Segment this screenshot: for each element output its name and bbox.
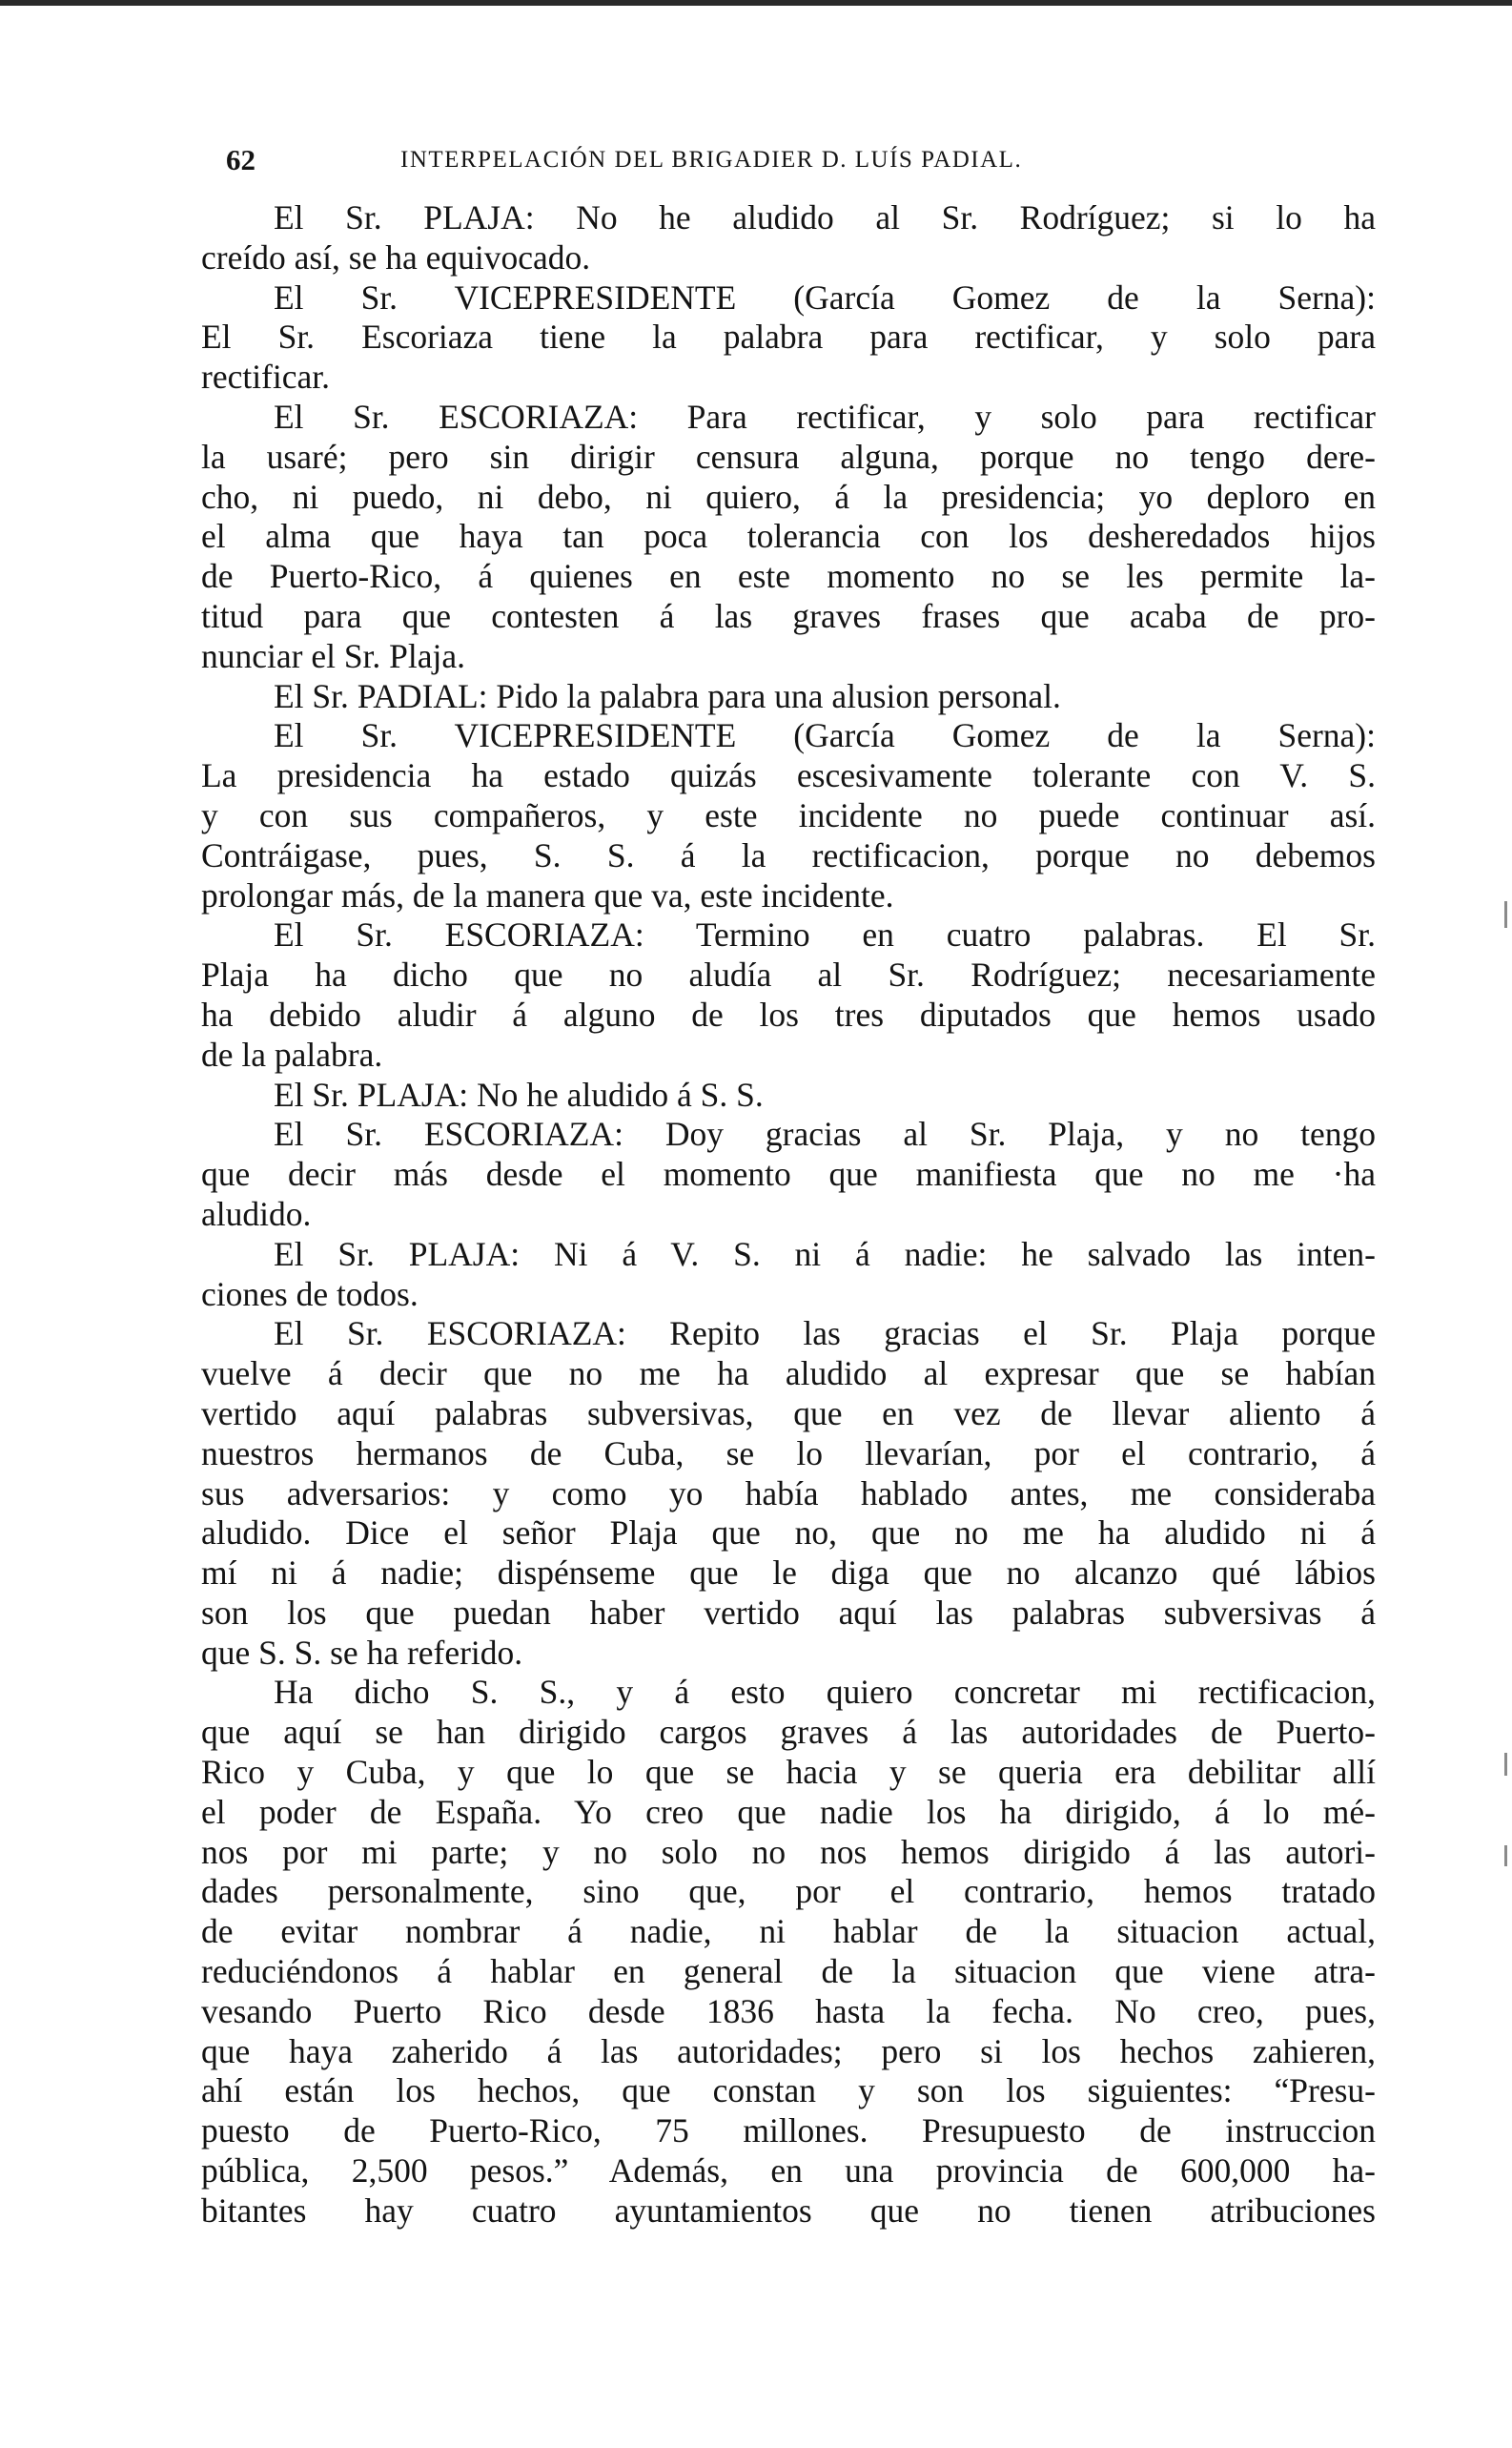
text-line: de Puerto-Rico, á quienes en este momento no se les permite la- [201, 557, 1376, 596]
text-line: pública, 2,500 pesos.” Además, en una provincia de 600,000 ha- [201, 2151, 1376, 2191]
body-text [201, 198, 1376, 2232]
text-line: cho, ni puedo, ni debo, ni quiero, á la presidencia; yo deploro en [201, 477, 1376, 516]
text-line: que aquí se han dirigido cargos graves á las autoridades de Puerto- [201, 1713, 1376, 1752]
text-line: El Sr. ESCORIAZA: Para rectificar, y solo para rectificar [274, 397, 1376, 436]
top-edge-rule [0, 0, 1512, 6]
text-line: titud para que contesten á las graves frases que acaba de pro- [201, 596, 1376, 635]
text-line: que decir más desde el momento que manifiesta que no me ·ha [201, 1155, 1376, 1194]
text-line: mí ni á nadie; dispénseme que le diga que no alcanzo qué lábios [201, 1553, 1376, 1593]
running-head: INTERPELACIÓN DEL BRIGADIER D. LUÍS PADIAL. [400, 147, 1023, 173]
text-line: dades personalmente, sino que, por el contrario, hemos tratado [201, 1872, 1376, 1911]
text-line: reduciéndonos á hablar en general de la situacion que viene atra- [201, 1952, 1376, 1991]
text-line: El Sr. PLAJA: No he aludido al Sr. Rodríguez; si lo ha [274, 198, 1376, 237]
text-line: La presidencia ha estado quizás escesivamente tolerante con V. S. [201, 756, 1376, 795]
text-line: nos por mi parte; y no solo no nos hemos dirigido á las autori- [201, 1832, 1376, 1871]
text-line: El Sr. Escoriaza tiene la palabra para rectificar, y solo para [201, 318, 1376, 357]
text-line: de la palabra. [201, 1035, 383, 1074]
text-line: vuelve á decir que no me ha aludido al expresar que se habían [201, 1354, 1376, 1393]
edge-scan-mark [1504, 901, 1507, 928]
text-line: nunciar el Sr. Plaja. [201, 636, 466, 675]
text-line: El Sr. ESCORIAZA: Repito las gracias el Sr. Plaja porque [274, 1314, 1376, 1353]
text-line: vertido aquí palabras subversivas, que en vez de llevar aliento á [201, 1393, 1376, 1432]
edge-scan-mark [1504, 1753, 1507, 1776]
text-line: son los que puedan haber vertido aquí las palabras subversivas á [201, 1593, 1376, 1632]
text-line: El Sr. PADIAL: Pido la palabra para una alusion personal. [274, 676, 1061, 715]
text-line: sus adversarios: y como yo había hablado antes, me consideraba [201, 1473, 1376, 1512]
text-line: bitantes hay cuatro ayuntamientos que no tienen atribuciones [201, 2191, 1376, 2230]
text-line: ciones de todos. [201, 1274, 419, 1313]
text-line: Rico y Cuba, y que lo que se hacia y se queria era debilitar allí [201, 1753, 1376, 1792]
text-line: el alma que haya tan poca tolerancia con los desheredados hijos [201, 517, 1376, 556]
text-line: Plaja ha dicho que no aludía al Sr. Rodríguez; necesariamente [201, 956, 1376, 995]
text-line: El Sr. VICEPRESIDENTE (García Gomez de la Serna): [274, 278, 1376, 317]
text-line: nuestros hermanos de Cuba, se lo llevarían, por el contrario, á [201, 1433, 1376, 1472]
text-line: aludido. [201, 1194, 312, 1233]
text-line: Contráigase, pues, S. S. á la rectificacion, porque no debemos [201, 835, 1376, 874]
text-line: ha debido aludir á alguno de los tres diputados que hemos usado [201, 995, 1376, 1034]
page-header [226, 141, 1399, 179]
edge-scan-mark [1504, 1845, 1507, 1866]
text-line: aludido. Dice el señor Plaja que no, que no me ha aludido ni á [201, 1513, 1376, 1553]
text-line: El Sr. ESCORIAZA: Termino en cuatro palabras. El Sr. [274, 915, 1376, 955]
text-line: vesando Puerto Rico desde 1836 hasta la fecha. No creo, pues, [201, 1991, 1376, 2030]
text-line: de evitar nombrar á nadie, ni hablar de la situacion actual, [201, 1912, 1376, 1951]
text-line: que S. S. se ha referido. [201, 1633, 523, 1672]
text-line: El Sr. VICEPRESIDENTE (García Gomez de la Serna): [274, 716, 1376, 755]
text-line: El Sr. PLAJA: No he aludido á S. S. [274, 1075, 764, 1114]
text-line: creído así, se ha equivocado. [201, 237, 591, 277]
text-line: prolongar más, de la manera que va, este incidente. [201, 875, 894, 915]
text-line: que haya zaherido á las autoridades; pero si los hechos zahieren, [201, 2031, 1376, 2070]
page-number: 62 [226, 143, 255, 176]
text-line: Ha dicho S. S., y á esto quiero concretar mi rectificacion, [274, 1673, 1376, 1712]
text-line: el poder de España. Yo creo que nadie los ha dirigido, á lo mé- [201, 1792, 1376, 1831]
text-line: puesto de Puerto-Rico, 75 millones. Presupuesto de instruccion [201, 2111, 1376, 2150]
text-line: la usaré; pero sin dirigir censura alguna, porque no tengo dere- [201, 437, 1376, 476]
text-line: El Sr. ESCORIAZA: Doy gracias al Sr. Plaja, y no tengo [274, 1115, 1376, 1154]
text-line: ahí están los hechos, que constan y son los siguientes: “Presu- [201, 2071, 1376, 2110]
text-line: rectificar. [201, 358, 330, 397]
text-line: y con sus compañeros, y este incidente no puede continuar así. [201, 795, 1376, 834]
text-line: El Sr. PLAJA: Ni á V. S. ni á nadie: he salvado las inten- [274, 1234, 1376, 1273]
